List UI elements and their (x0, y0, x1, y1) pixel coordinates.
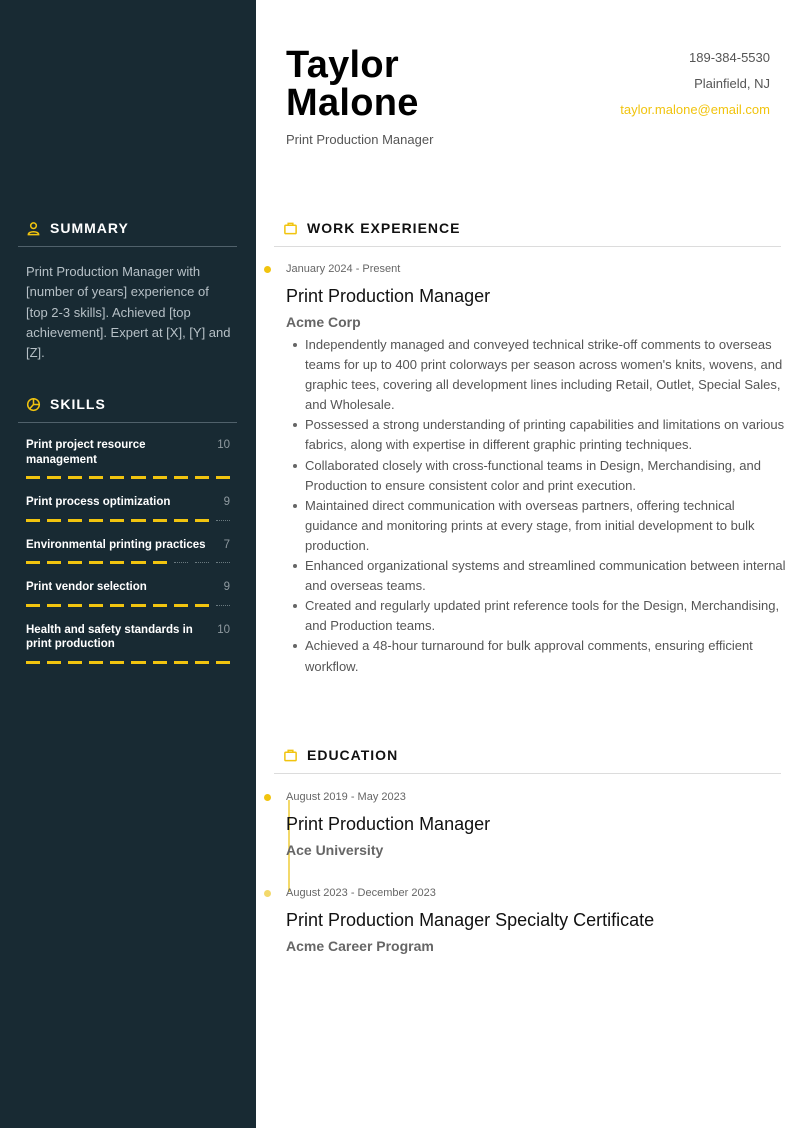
experience-heading-label: WORK EXPERIENCE (307, 220, 461, 236)
last-name: Malone (286, 82, 419, 124)
skill-bar-segment (110, 661, 124, 664)
skill-bar-segment (131, 476, 145, 479)
skill-bar-segment (153, 661, 167, 664)
skill-bar-segment (89, 519, 103, 522)
first-name: Taylor (286, 44, 400, 86)
skill-item (26, 538, 230, 565)
timeline-dot (264, 890, 271, 897)
skill-name: Print vendor selection (26, 581, 147, 593)
bullet-item: Enhanced organizational systems and streamlined communication between internal and overseas teams. (286, 556, 786, 596)
user-icon (26, 221, 41, 236)
entry-title: Print Production Manager (286, 286, 491, 306)
skill-bar-segment (68, 604, 82, 607)
skill-bar-segment (216, 520, 230, 521)
education-divider (274, 773, 781, 774)
skill-bar-segment (216, 605, 230, 606)
contact-info (620, 50, 770, 128)
timeline-dot (264, 794, 271, 801)
skill-level-bar (26, 561, 230, 564)
experience-heading (283, 220, 460, 236)
skill-bar-segment (174, 604, 188, 607)
skill-bar-segment (110, 519, 124, 522)
summary-heading (26, 220, 129, 236)
skill-bar-segment (153, 604, 167, 607)
skill-bar-segment (216, 476, 230, 479)
skill-bar-segment (131, 561, 145, 564)
bullet-item: Maintained direct communication with overseas partners, offering technical guidance and monitoring prints at every stage, from initial development to bulk production. (286, 496, 786, 556)
skill-level-bar (26, 519, 230, 522)
skill-bar-segment (110, 561, 124, 564)
skill-bar-segment (195, 476, 209, 479)
skill-item (26, 623, 230, 664)
entry-bullets (286, 335, 786, 677)
skill-bar-segment (131, 519, 145, 522)
skill-bar-segment (47, 604, 61, 607)
bullet-item: Possessed a strong understanding of printing capabilities and limitations on various fabrics, along with expertise in different graphic printing techniques. (286, 415, 786, 455)
entry-date: August 2019 - May 2023 (286, 791, 406, 803)
skill-bar-segment (26, 561, 40, 564)
skill-level: 10 (217, 623, 230, 636)
skill-name: Environmental printing practices (26, 538, 206, 551)
skill-bar-segment (89, 476, 103, 479)
skill-bar-segment (89, 661, 103, 664)
skill-bar-segment (47, 476, 61, 479)
skill-level: 9 (223, 496, 230, 508)
skills-heading (26, 396, 106, 412)
skill-item (26, 438, 230, 479)
skill-bar-segment (216, 562, 230, 563)
skill-level-bar (26, 604, 230, 607)
skill-bar-segment (26, 519, 40, 522)
skill-bar-segment (195, 661, 209, 664)
skill-bar-segment (153, 519, 167, 522)
skill-level: 9 (223, 581, 230, 593)
skill-bar-segment (153, 561, 167, 564)
skill-bar-segment (89, 604, 103, 607)
education-heading (283, 747, 398, 763)
skill-bar-segment (174, 476, 188, 479)
skill-bar-segment (47, 661, 61, 664)
skill-bar-segment (174, 519, 188, 522)
skill-bar-segment (89, 561, 103, 564)
entry-date: January 2024 - Present (286, 263, 401, 275)
skill-item (26, 495, 230, 522)
skill-level: 10 (217, 439, 230, 451)
education-entry (286, 790, 786, 859)
entry-date: August 2023 - December 2023 (286, 887, 436, 899)
entry-company: Acme Corp (286, 314, 361, 330)
sidebar (0, 0, 256, 1128)
skill-bar-segment (174, 661, 188, 664)
skill-bar-segment (195, 604, 209, 607)
skill-bar-segment (110, 476, 124, 479)
skill-name: Print project resource management (26, 439, 146, 466)
skills-heading-label: SKILLS (50, 396, 106, 412)
entry-title: Print Production Manager (286, 814, 491, 834)
summary-divider (18, 246, 237, 247)
education-entry (286, 886, 786, 955)
briefcase-icon (283, 221, 298, 236)
skill-bar-segment (195, 519, 209, 522)
skill-bar-segment (110, 604, 124, 607)
skills-list (26, 438, 230, 680)
main-content (256, 0, 800, 1128)
summary-text: Print Production Manager with [number of years] experience of [top 2-3 skills]. Achieved [top achievement]. Expert at [X], [Y] and [Z]. (26, 264, 231, 361)
entry-school: Acme Career Program (286, 938, 434, 954)
experience-divider (274, 246, 781, 247)
skill-bar-segment (68, 476, 82, 479)
pie-chart-icon (26, 397, 41, 412)
summary-heading-label: SUMMARY (50, 220, 129, 236)
skill-level-bar (26, 661, 230, 664)
skill-bar-segment (26, 476, 40, 479)
skill-bar-segment (26, 604, 40, 607)
skill-item (26, 580, 230, 607)
candidate-name (286, 46, 419, 122)
skill-level-bar (26, 476, 230, 479)
entry-school: Ace University (286, 842, 384, 858)
skill-bar-segment (68, 661, 82, 664)
skill-bar-segment (216, 661, 230, 664)
timeline-dot (264, 266, 271, 273)
skill-name: Health and safety standards in print production (26, 623, 193, 650)
skill-bar-segment (174, 562, 188, 563)
skill-bar-segment (47, 519, 61, 522)
skill-bar-segment (131, 661, 145, 664)
bullet-item: Created and regularly updated print reference tools for the Design, Merchandising, and Production teams. (286, 596, 786, 636)
skill-level: 7 (223, 538, 230, 551)
skill-bar-segment (47, 561, 61, 564)
skill-bar-segment (153, 476, 167, 479)
bullet-item: Achieved a 48-hour turnaround for bulk approval comments, ensuring efficient workflow. (286, 636, 786, 676)
skills-divider (18, 422, 237, 423)
phone: 189-384-5530 (689, 50, 770, 65)
skill-bar-segment (195, 562, 209, 563)
skill-bar-segment (26, 661, 40, 664)
experience-entry (286, 262, 786, 677)
education-heading-label: EDUCATION (307, 747, 399, 763)
skill-bar-segment (68, 519, 82, 522)
entry-title: Print Production Manager Specialty Certificate (286, 910, 655, 930)
job-title: Print Production Manager (286, 132, 434, 147)
bullet-item: Independently managed and conveyed technical strike-off comments to overseas teams for up to 400 print colorways per season across women's knits, wovens, and graphic tees, covering all development lines including Retail, Outlet, Special Sales, and Wholesale. (286, 335, 786, 415)
email-link[interactable]: taylor.malone@email.com (620, 102, 770, 117)
skill-bar-segment (68, 561, 82, 564)
skill-name: Print process optimization (26, 496, 171, 508)
location: Plainfield, NJ (694, 76, 770, 91)
skill-bar-segment (131, 604, 145, 607)
bullet-item: Collaborated closely with cross-functional teams in Design, Merchandising, and Production to ensure consistent color and print execution. (286, 456, 786, 496)
briefcase-icon (283, 748, 298, 763)
